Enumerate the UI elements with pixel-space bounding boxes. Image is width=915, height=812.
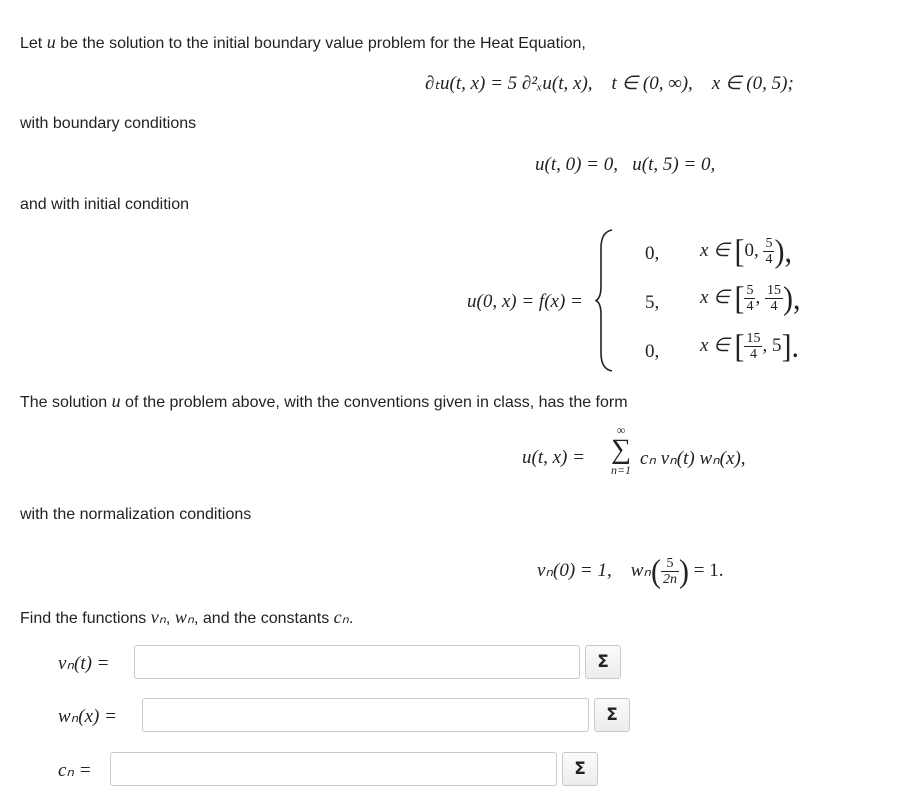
case-1-value: 0, (645, 243, 660, 264)
normalization-label: with the normalization conditions (20, 506, 252, 523)
task-text: Find the functions vₙ, wₙ, and the constants cₙ. (20, 607, 354, 627)
boundary-conditions: u(t, 0) = 0, u(t, 5) = 0, (535, 154, 716, 175)
vn-input[interactable] (134, 645, 580, 679)
cn-equation-editor-button[interactable]: Σ (562, 752, 598, 786)
solution-lhs: u(t, x) = (522, 447, 585, 468)
cn-input[interactable] (110, 752, 557, 786)
solution-text: The solution u of the problem above, with the conventions given in class, has the form (20, 391, 628, 411)
case-3-value: 0, (645, 341, 660, 362)
boundary-label: with boundary conditions (20, 115, 197, 132)
vn-label: vₙ(t) = (58, 653, 110, 674)
cases-brace (595, 228, 615, 373)
cn-label: cₙ = (58, 760, 92, 781)
case-3-interval: x ∈ [ $\frac{15}{4}$ , 5]. (700, 327, 799, 365)
case-1-interval: x ∈ [0, $\frac{5}{4}$ ), (700, 232, 792, 270)
solution-rhs: cₙ vₙ(t) wₙ(x), (640, 448, 746, 469)
intro-text: Let u be the solution to the initial boundary value problem for the Heat Equation, (20, 32, 586, 52)
case-2-interval: x ∈ [ $\frac{5}{4}$ , $\frac{15}{4}$ ), (700, 279, 801, 317)
summation: ∞ ∑ n=1 (610, 423, 632, 477)
initial-label: and with initial condition (20, 196, 189, 213)
wn-label: wₙ(x) = (58, 706, 117, 727)
wn-input[interactable] (142, 698, 589, 732)
vn-equation-editor-button[interactable]: Σ (585, 645, 621, 679)
normalization-conditions: vₙ(0) = 1, wₙ( $\frac{5}{2n}$ ) = 1. (537, 552, 724, 590)
heat-equation: ∂ₜu(t, x) = 5 ∂²ₓu(t, x), t ∈ (0, ∞), x ∈ (0, 5); (425, 73, 794, 94)
case-2-value: 5, (645, 292, 660, 313)
wn-equation-editor-button[interactable]: Σ (594, 698, 630, 732)
initial-lhs: u(0, x) = f(x) = (467, 291, 583, 312)
